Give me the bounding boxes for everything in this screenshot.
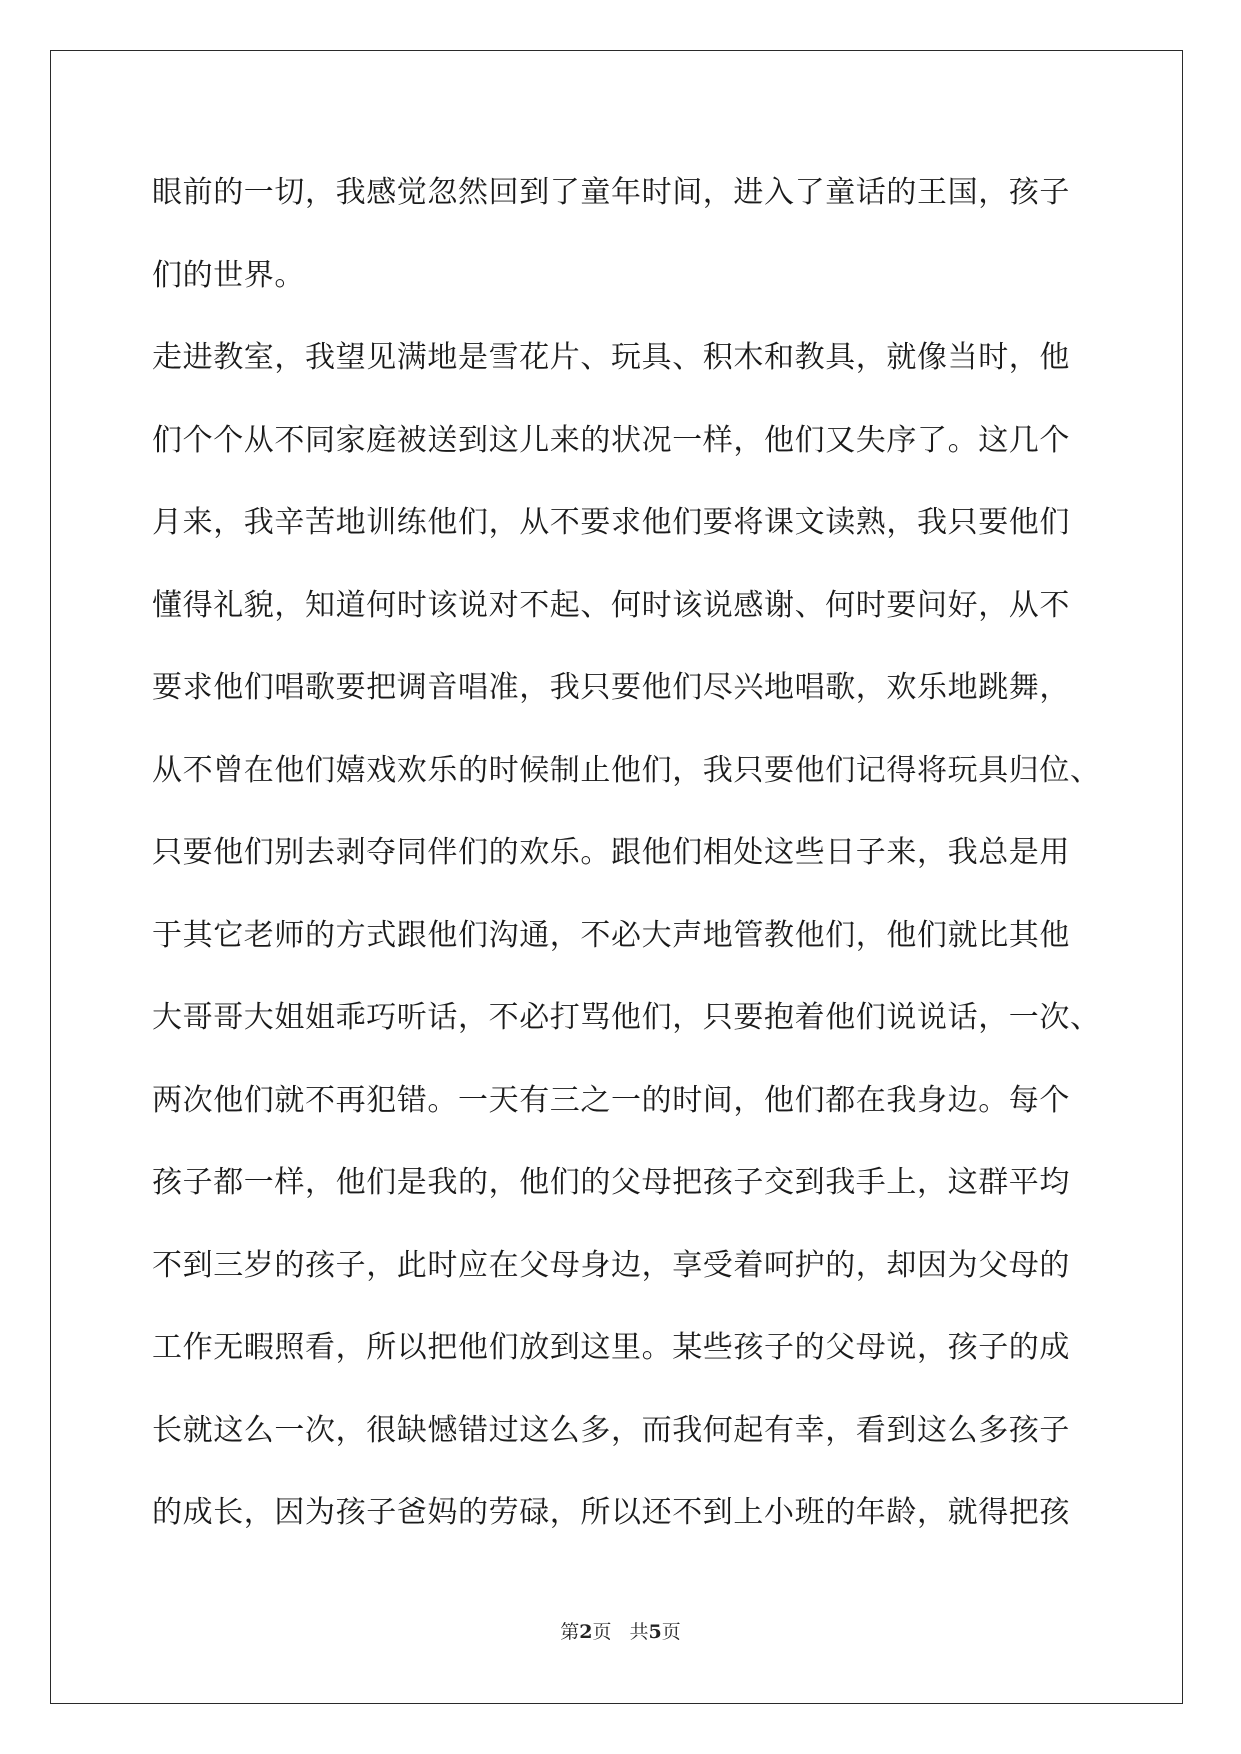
total-prefix: 共 [629,1621,649,1643]
text-line: 们的世界。 [152,257,305,293]
page-footer [0,1617,1241,1644]
text-line: 要求他们唱歌要把调音唱准，我只要他们尽兴地唱歌，欢乐地跳舞， [152,670,1070,705]
text-line: 不到三岁的孩子，此时应在父母身边，享受着呵护的，却因为父母的 [152,1247,1070,1283]
text-line: 们个个从不同家庭被送到这儿来的状况一样，他们又失序了。这几个 [152,422,1070,458]
current-page-number: 2 [579,1621,593,1643]
text-line: 从不曾在他们嬉戏欢乐的时候制止他们，我只要他们记得将玩具归位、 [152,752,1101,788]
text-line: 长就这么一次，很缺憾错过这么多，而我何起有幸，看到这么多孩子 [152,1412,1070,1448]
text-line: 两次他们就不再犯错。一天有三之一的时间，他们都在我身边。每个 [152,1082,1070,1118]
text-line: 月来，我辛苦地训练他们，从不要求他们要将课文读熟，我只要他们 [152,505,1070,540]
document-body [152,152,1101,1555]
text-line: 只要他们别去剥夺同伴们的欢乐。跟他们相处这些日子来，我总是用 [152,835,1070,870]
text-line: 大哥哥大姐姐乖巧听话，不必打骂他们，只要抱着他们说说话，一次、 [152,1000,1101,1035]
text-line: 走进教室，我望见满地是雪花片、玩具、积木和教具，就像当时，他 [152,340,1070,375]
text-line: 孩子都一样，他们是我的，他们的父母把孩子交到我手上，这群平均 [152,1165,1070,1200]
text-line: 眼前的一切，我感觉忽然回到了童年时间，进入了童话的王国，孩子 [152,175,1070,210]
page-prefix: 第 [560,1621,580,1643]
page-suffix: 页 [592,1621,612,1643]
text-line: 工作无暇照看，所以把他们放到这里。某些孩子的父母说，孩子的成 [152,1330,1070,1365]
text-line: 的成长，因为孩子爸妈的劳碌，所以还不到上小班的年龄，就得把孩 [152,1495,1070,1530]
total-page-number: 5 [648,1621,662,1643]
text-line: 懂得礼貌，知道何时该说对不起、何时该说感谢、何时要问好，从不 [152,587,1070,623]
total-suffix: 页 [661,1621,681,1643]
text-line: 于其它老师的方式跟他们沟通，不必大声地管教他们，他们就比其他 [152,917,1070,953]
